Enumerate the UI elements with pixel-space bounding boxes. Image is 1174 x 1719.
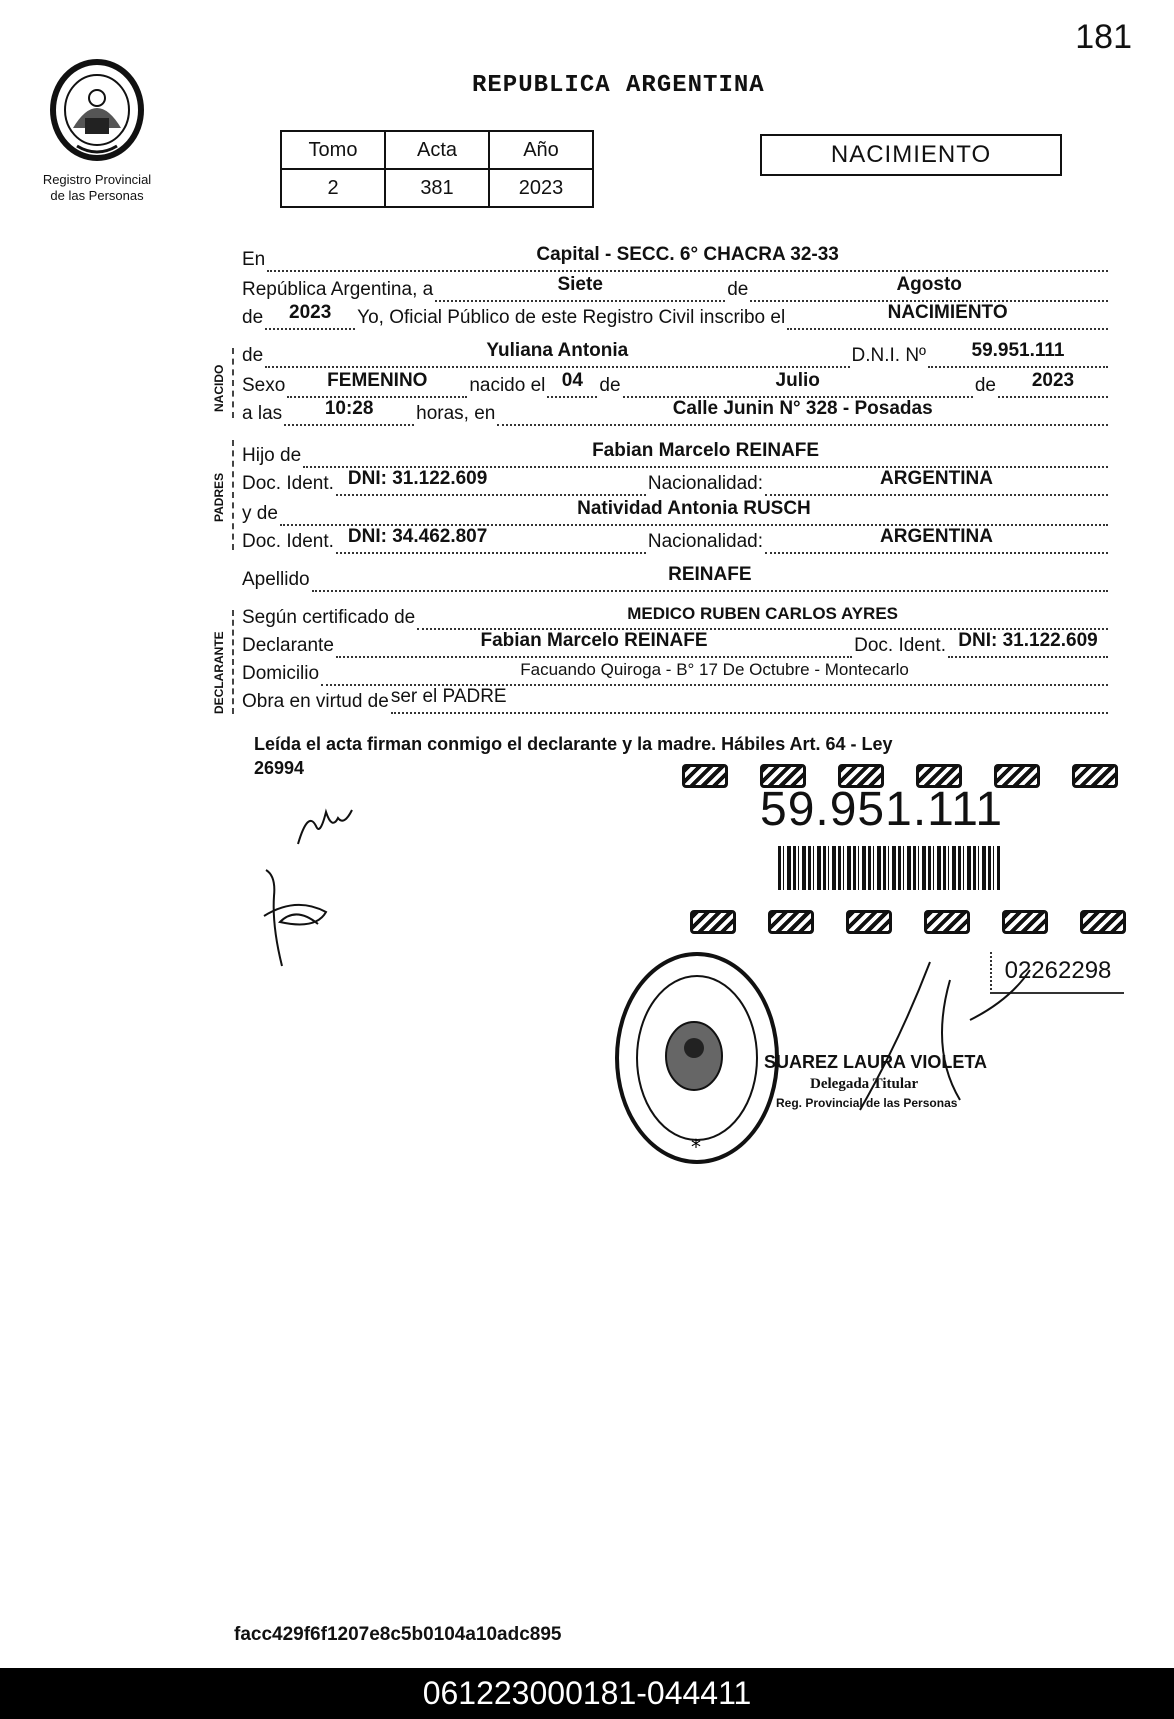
value-apellido: REINAFE [668,564,752,585]
signature-declarante-icon [294,800,374,850]
bracket-nacido [232,348,234,418]
value-madre: Natividad Antonia RUSCH [577,498,811,519]
row-hora-lugar [242,398,1110,426]
side-label-padres: PADRES [212,472,226,522]
svg-text:*: * [691,1135,701,1159]
bracket-padres [232,440,234,550]
side-label-nacido: NACIDO [212,364,226,412]
closing-text-line2: 26994 [254,758,305,778]
table-value-tomo: 2 [281,169,385,207]
label-de-2: de [242,307,264,328]
value-certificado: MEDICO RUBEN CARLOS AYRES [627,604,898,623]
value-mes-acta: Agosto [896,274,962,295]
side-label-declarante: DECLARANTE [212,631,226,714]
document-title: REPUBLICA ARGENTINA [472,72,765,99]
row-apellido [242,564,1110,592]
value-madre-nac: ARGENTINA [880,526,993,547]
value-lugar: Capital - SECC. 6° CHACRA 32-33 [536,244,839,265]
label-nacionalidad-1: Nacionalidad: [647,473,764,494]
barcode [778,846,1000,890]
value-obra: ser el PADRE [390,686,507,707]
row-lugar [242,244,1110,272]
table-value-acta: 381 [385,169,489,207]
row-domicilio [242,658,1110,686]
row-nombre [242,340,1110,368]
row-inscripcion [242,302,1110,330]
label-yo: Yo, Oficial Público de este Registro Civil inscribo el [357,307,786,328]
official-title: Delegada Titular [810,1076,919,1092]
table-header-acta: Acta [385,131,489,169]
footer-code-bar: 061223000181-044411 [0,1668,1174,1719]
label-nacionalidad-2: Nacionalidad: [647,531,764,552]
serial-box: 02262298 [990,952,1124,994]
row-padre-doc [242,468,1110,496]
label-doc-ident-2: Doc. Ident. [242,531,334,552]
value-padre-nac: ARGENTINA [880,468,993,489]
misiones-seal-icon [47,58,147,168]
label-horas-en: horas, en [416,403,496,424]
row-certificado [242,602,1110,630]
value-sexo: FEMENINO [327,370,428,391]
value-declarante: Fabian Marcelo REINAFE [480,630,708,651]
row-obra [242,686,1110,714]
label-doc-ident-1: Doc. Ident. [242,473,334,494]
value-mes-nac: Julio [775,370,820,391]
label-apellido: Apellido [242,569,310,590]
value-declarante-doc: DNI: 31.122.609 [958,630,1098,651]
label-segun: Según certificado de [242,607,416,628]
logo-caption-line1: Registro Provincial [42,172,152,187]
row-madre [242,498,1110,526]
value-padre: Fabian Marcelo REINAFE [592,440,820,461]
closing-text-line1: Leída el acta firman conmigo el declarante y la madre. Hábiles Art. 64 - Ley [254,734,893,754]
security-stripes-bottom [690,910,1158,936]
label-y-de: y de [242,503,278,524]
official-stamp-icon [612,948,782,1168]
value-dia-letras: Siete [557,274,603,295]
official-office: Reg. Provincial de las Personas [776,1096,958,1110]
row-sexo-fecha [242,370,1110,398]
label-hijo-de: Hijo de [242,445,302,466]
document-hash: facc429f6f1207e8c5b0104a10adc895 [234,1624,562,1645]
value-nombre: Yuliana Antonia [486,340,629,361]
logo-caption-line2: de las Personas [50,188,144,203]
value-hora: 10:28 [324,398,374,419]
label-de-3: de [242,345,264,366]
row-padre [242,440,1110,468]
value-madre-doc: DNI: 34.462.807 [347,526,488,547]
bracket-declarante [232,610,234,714]
label-de-1: de [727,279,749,300]
label-nacido-el: nacido el [469,375,546,396]
label-republica: República Argentina, a [242,279,434,300]
large-dni-number: 59.951.111 [760,783,1004,836]
label-domicilio: Domicilio [242,663,320,684]
value-anio-nac: 2023 [1031,370,1075,391]
value-anio-acta: 2023 [289,302,332,323]
table-header-tomo: Tomo [281,131,385,169]
value-padre-doc: DNI: 31.122.609 [347,468,488,489]
label-obra: Obra en virtud de [242,691,389,712]
page-number: 181 [1075,18,1132,56]
official-name: SUAREZ LAURA VIOLETA [764,1052,987,1072]
value-tipo: NACIMIENTO [887,302,1008,323]
label-dni: D.N.I. Nº [851,345,926,366]
label-a-las: a las [242,403,283,424]
label-en: En [242,249,266,270]
registry-logo [42,58,152,204]
label-de-4: de [599,375,621,396]
value-lugar-nac: Calle Junin N° 328 - Posadas [672,398,933,419]
label-sexo: Sexo [242,375,286,396]
row-fecha-acta [242,274,1110,302]
label-doc-ident-3: Doc. Ident. [854,635,946,656]
label-de-5: de [974,375,996,396]
table-header-anio: Año [489,131,593,169]
value-dni: 59.951.111 [971,340,1065,361]
label-declarante: Declarante [242,635,334,656]
value-dia-nac: 04 [561,370,583,391]
table-value-anio: 2023 [489,169,593,207]
value-domicilio: Facuando Quiroga - B° 17 De Octubre - Montecarlo [520,660,909,679]
signature-madre-icon [256,866,346,976]
document-type-box: NACIMIENTO [760,134,1062,176]
registry-table [280,130,594,208]
row-madre-doc [242,526,1110,554]
row-declarante [242,630,1110,658]
